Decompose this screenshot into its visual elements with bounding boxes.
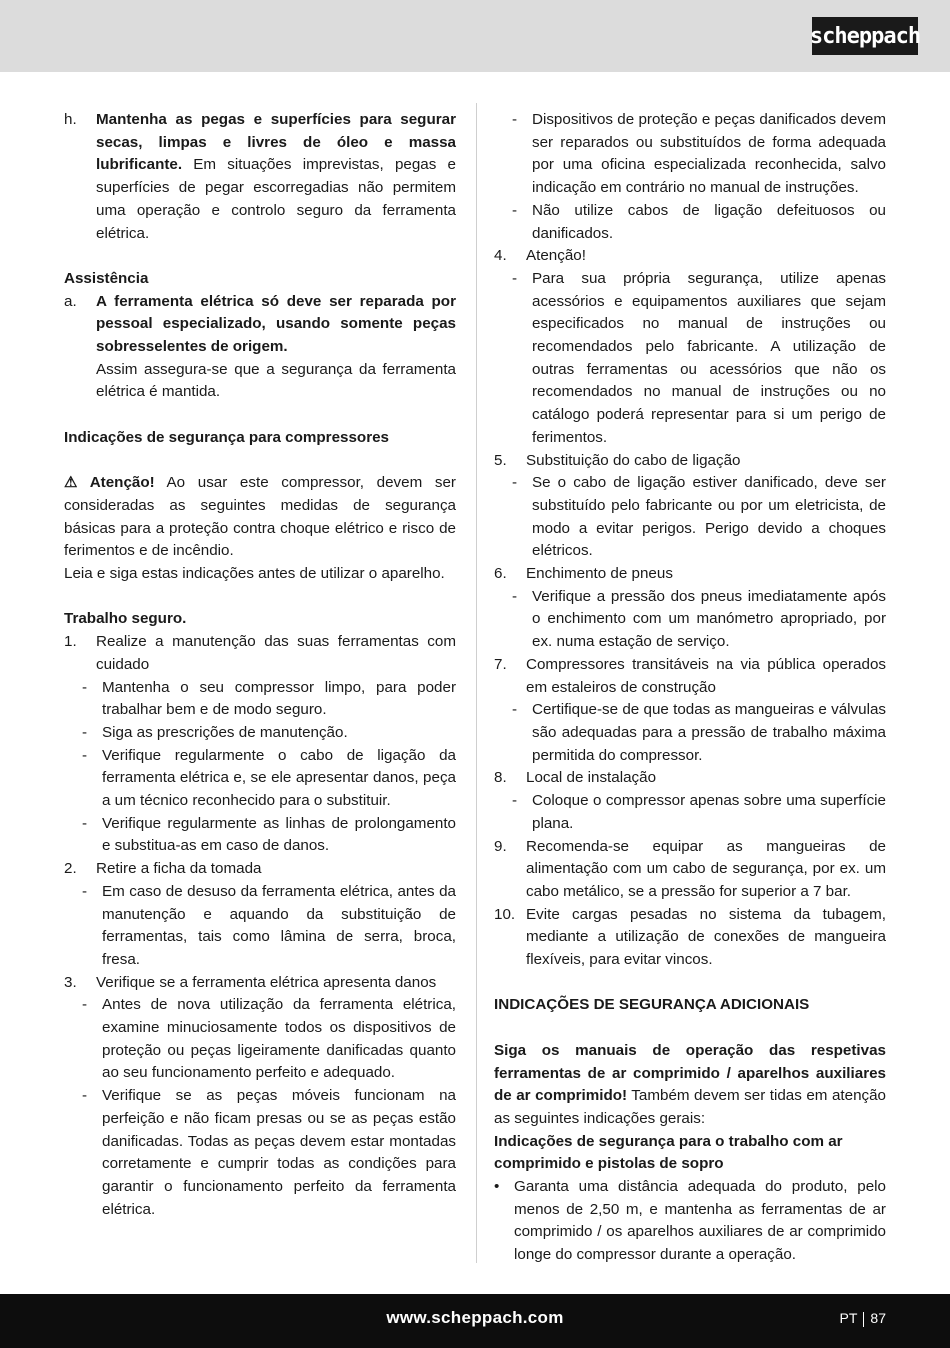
manuals-paragraph: Siga os manuais de operação das respetivas ferramentas de ar comprimido / aparelhos auxiliares de ar comprimido! Também devem ser tidas em atenção as seguintes indicações gerais: [494, 1041, 886, 1127]
list-item-dash: - Em caso de desuso da ferramenta elétrica, antes da manutenção e aquando da substituição de ferramentas, tais como lâmina de serra, broca, fresa. [82, 882, 456, 968]
page-footer [0, 1294, 950, 1348]
list-item-dash: - Não utilize cabos de ligação defeituosos ou danificados. [512, 201, 886, 242]
list-item-5: 5. Substituição do cabo de ligação [494, 451, 741, 469]
list-item-dash: - Verifique regularmente as linhas de prolongamento e substitua-as em caso de danos. [82, 814, 456, 855]
scheppach-logo: scheppach [812, 17, 918, 55]
item-h-bold: Mantenha as pegas e superfícies para segurar secas, limpas e livres de óleo e massa lubrificante. [96, 111, 456, 174]
item-a-bold: A ferramenta elétrica só deve ser reparada por pessoal especializado, usando somente peças sobresselentes de origem. [96, 292, 456, 356]
item-h-text: Em situações imprevistas, pegas e superfícies de pegar escorregadias não permitem uma operação e controlo seguro da ferramenta elétrica. [96, 156, 456, 242]
list-item-8: 8. Local de instalação [494, 769, 657, 787]
list-item-dash: - Certifique-se de que todas as mangueiras e válvulas são adequadas para a pressão de trabalho máxima permitida do compressor. [512, 701, 886, 764]
list-item-1: 1. Realize a manutenção das suas ferramentas com cuidado [64, 633, 456, 673]
warning-triangle-icon: ⚠ [64, 474, 78, 492]
additional-safety-heading: INDICAÇÕES DE SEGURANÇA ADICIONAIS [494, 996, 810, 1014]
item-h: h. Mantenha as pegas e superfícies para segurar secas, limpas e livres de óleo e massa lubrificante. Em situações imprevistas, pegas e superfícies de pegar escorregadias não permitem uma operação e controlo seguro da ferramenta elétrica. [64, 111, 456, 242]
list-item-2: 2. Retire a ficha da tomada [64, 860, 262, 878]
list-item-dash: - Coloque o compressor apenas sobre uma superfície plana. [512, 792, 886, 832]
list-item-dash: - Verifique regularmente o cabo de ligação da ferramenta elétrica e, se ele apresentar danos, peça a um técnico reconhecido para o substituir. [82, 746, 456, 810]
assistance-heading: Assistência [64, 269, 149, 287]
list-item-7: 7. Compressores transitáveis na via pública operados em estaleiros de construção [494, 655, 886, 696]
safe-work-heading: Trabalho seguro. [64, 610, 187, 628]
list-item-10: 10. Evite cargas pesadas no sistema da tubagem, mediante a utilização de conexões de mangueira flexíveis, para evitar vincos. [494, 905, 886, 969]
list-item-dash: - Siga as prescrições de manutenção. [82, 723, 348, 741]
left-column [64, 109, 456, 1221]
item-a-text: Assim assegura-se que a segurança da ferramenta elétrica é mantida. [96, 360, 456, 401]
item-a: a. A ferramenta elétrica só deve ser reparada por pessoal especializado, usando somente peças sobresselentes de origem. Assim assegura-se que a segurança da ferramenta elétrica é mantida. [64, 291, 456, 405]
right-column [494, 109, 886, 1267]
list-item-dash: - Mantenha o seu compressor limpo, para poder trabalhar bem e de modo seguro. [82, 678, 456, 719]
list-item-4: 4. Atenção! [494, 247, 586, 265]
page-num: 87 [870, 1310, 886, 1326]
list-item-dash: - Antes de nova utilização da ferramenta elétrica, examine minuciosamente todos os dispositivos de proteção ou peças ligeiramente danificadas quanto ao seu funcionamento perfeito e adequado. [82, 996, 456, 1082]
air-safety-heading: Indicações de segurança para o trabalho com ar comprimido e pistolas de sopro [494, 1132, 843, 1173]
list-item-dash: - Se o cabo de ligação estiver danificado, deve ser substituído pelo fabricante ou por um eletricista, de modo a evitar perigos. Perigo devido a choques elétricos. [512, 474, 886, 560]
list-item-6: 6. Enchimento de pneus [494, 565, 673, 583]
list-item-dash: - Verifique a pressão dos pneus imediatamente após o enchimento com um manómetro apropriado, por ex. numa estação de serviço. [512, 587, 886, 651]
language-code: PT [839, 1310, 858, 1326]
bullet-item: • Garanta uma distância adequada do produto, pelo menos de 2,50 m, e mantenha as ferramentas de ar comprimido / os aparelhos auxiliares de ar comprimido longe do compressor durante a operação. [494, 1178, 886, 1264]
read-instructions-text: Leia e siga estas indicações antes de utilizar o aparelho. [64, 565, 445, 583]
list-item-dash: - Dispositivos de proteção e peças danificados devem ser reparados ou substituídos de forma adequada por uma oficina especializada reconhecida, salvo indicação em contrário no manual de instruções. [512, 111, 886, 197]
list-item-9: 9. Recomenda-se equipar as mangueiras de alimentação com um cabo de segurança, por ex. um cabo metálico, se a pressão for superior a 7 bar. [494, 837, 886, 900]
page-number [840, 1310, 886, 1327]
list-item-dash: - Verifique se as peças móveis funcionam na perfeição e não ficam presas ou se as peças estão danificadas. Todas as peças devem estar montadas corretamente e cumprir todas as condições para garantir o funcionamento perfeito da ferramenta elétrica. [82, 1087, 456, 1218]
page-header [0, 0, 950, 72]
website-link[interactable]: www.scheppach.com [386, 1308, 564, 1327]
column-divider [476, 103, 477, 1263]
list-item-3: 3. Verifique se a ferramenta elétrica apresenta danos [64, 973, 437, 991]
list-item-dash: - Para sua própria segurança, utilize apenas acessórios e equipamentos auxiliares que sejam especificados no manual de instruções ou recomendados pelo fabricante. A utilização de outras ferramentas ou acessórios que não os recomendados no manual de instruções ou no catálogo poderá representar para si um perigo de ferimentos. [512, 269, 886, 446]
warning-paragraph: ⚠ Atenção! Ao usar este compressor, devem ser consideradas as seguintes medidas de segurança básicas para a proteção contra choque elétrico e risco de ferimentos e de incêndio. [64, 474, 456, 560]
compressor-safety-heading: Indicações de segurança para compressores [64, 428, 389, 446]
